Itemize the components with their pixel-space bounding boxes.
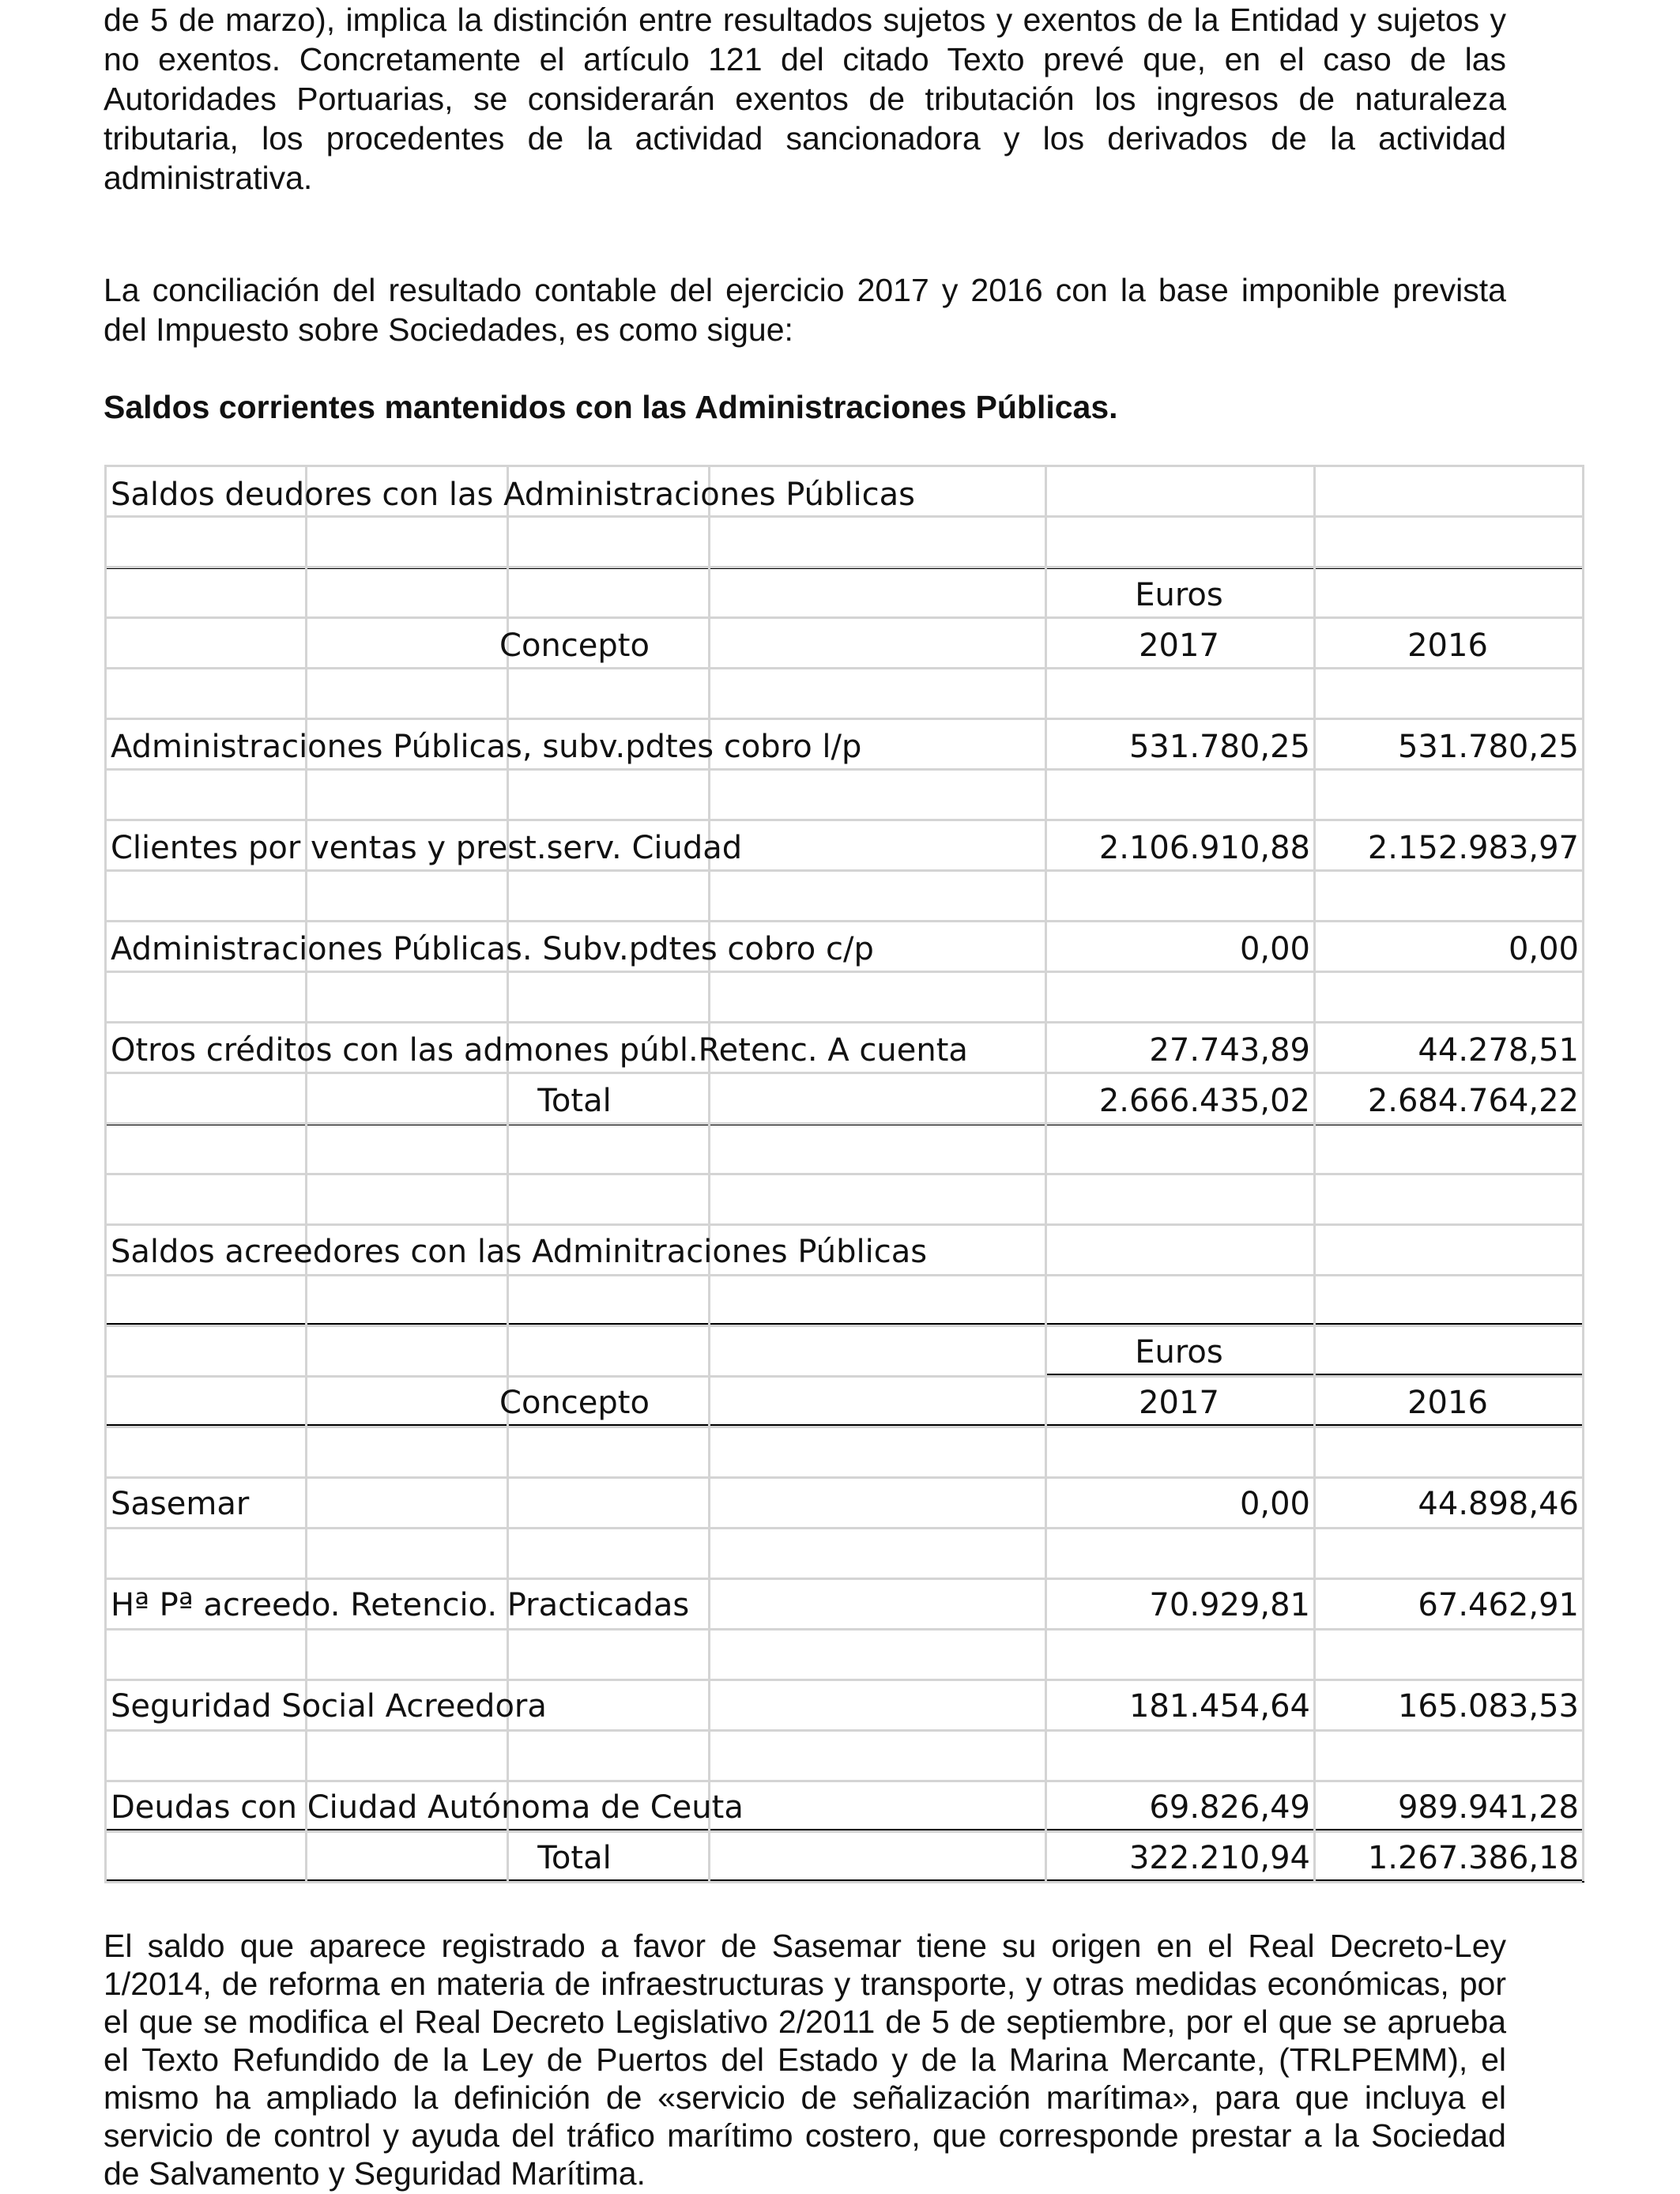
debtors-row-2017: 2.106.910,88	[1098, 830, 1310, 866]
creditors-row-label: Seguridad Social Acreedora	[111, 1688, 547, 1725]
grid-line	[104, 1527, 1582, 1529]
creditors-row-label: Hª Pª acreedo. Retencio. Practicadas	[111, 1587, 690, 1623]
debtors-year-2017-header: 2017	[1139, 628, 1219, 664]
grid-line	[104, 920, 1582, 922]
grid-line	[104, 768, 1582, 771]
grid-line	[104, 1830, 1582, 1833]
debtors-row-2016: 531.780,25	[1397, 729, 1579, 765]
debtors-euros-header: Euros	[1135, 577, 1223, 613]
grid-line	[104, 1122, 1582, 1125]
grid-line	[104, 1274, 1582, 1276]
creditors-table-title: Saldos acreedores con las Adminitraciones Públicas	[111, 1234, 928, 1270]
grid-line	[1582, 465, 1584, 1881]
debtors-row-2017: 0,00	[1239, 931, 1310, 967]
creditors-total-label: Total	[537, 1840, 612, 1876]
creditors-euros-header: Euros	[1135, 1334, 1223, 1370]
debtors-row-label: Administraciones Públicas, subv.pdtes cobro l/p	[111, 729, 862, 765]
grid-line	[104, 1780, 1582, 1782]
conciliation-paragraph: La conciliación del resultado contable del ejercicio 2017 y 2016 con la base imponible prevista del Impuesto sobre Sociedades, es como sigue:	[104, 272, 1506, 348]
creditors-row-label: Deudas con Ciudad Autónoma de Ceuta	[111, 1789, 744, 1826]
grid-line	[104, 1173, 1582, 1175]
debtors-row-label: Otros créditos con las admones públ.Retenc. A cuenta	[111, 1032, 968, 1069]
debtors-total-2016: 2.684.764,22	[1367, 1083, 1579, 1119]
grid-line	[104, 1021, 1582, 1023]
debtors-total-label: Total	[537, 1083, 612, 1119]
debtors-row-2016: 2.152.983,97	[1367, 830, 1579, 866]
grid-line	[104, 1679, 1582, 1681]
grid-line	[104, 616, 1582, 619]
debtors-year-2016-header: 2016	[1407, 628, 1488, 664]
grid-line	[104, 667, 1582, 669]
debtors-row-2017: 27.743,89	[1149, 1032, 1310, 1069]
section-heading: Saldos corrientes mantenidos con las Administraciones Públicas.	[104, 389, 1118, 425]
grid-line	[104, 1223, 1582, 1226]
grid-line	[104, 515, 1582, 518]
grid-line	[104, 718, 1582, 720]
debtors-row-2016: 0,00	[1508, 931, 1579, 967]
creditors-row-2017: 0,00	[1239, 1486, 1310, 1522]
grid-line	[104, 1375, 1582, 1378]
grid-line	[104, 1729, 1582, 1732]
creditors-year-2017-header: 2017	[1139, 1385, 1219, 1421]
creditors-concept-header: Concepto	[499, 1385, 650, 1421]
grid-line	[104, 566, 1582, 568]
creditors-total-2017: 322.210,94	[1128, 1840, 1310, 1876]
creditors-row-2017: 181.454,64	[1128, 1688, 1310, 1725]
creditors-row-2016: 165.083,53	[1397, 1688, 1579, 1725]
intro-paragraph: de 5 de marzo), implica la distinción entre resultados sujetos y exentos de la Entidad y sujetos y no exentos. Concretamente el artículo 121 del citado Texto prevé que, en el caso de las Autoridades Portuarias, se considerarán exentos de tributación los ingresos de naturaleza tributaria, los procedentes de la actividad sancionadora y los derivados de la actividad administrativa.	[104, 2, 1506, 196]
grid-line	[104, 971, 1582, 973]
grid-line	[104, 869, 1582, 872]
grid-line	[104, 1476, 1582, 1479]
grid-line	[104, 1072, 1582, 1074]
creditors-year-2016-header: 2016	[1407, 1385, 1488, 1421]
debtors-row-label: Clientes por ventas y prest.serv. Ciudad	[111, 830, 743, 866]
creditors-row-2017: 70.929,81	[1149, 1587, 1310, 1623]
debtors-row-label: Administraciones Públicas. Subv.pdtes cobro c/p	[111, 931, 874, 967]
debtors-table-title: Saldos deudores con las Administraciones Públicas	[111, 477, 915, 513]
creditors-row-2017: 69.826,49	[1149, 1789, 1310, 1826]
creditors-row-2016: 989.941,28	[1397, 1789, 1579, 1826]
closing-paragraph: El saldo que aparece registrado a favor de Sasemar tiene su origen en el Real Decreto-Ley 1/2014, de reforma en materia de infraestructuras y transporte, y otras medidas económicas, por el que se modifica el Real Decreto Legislativo 2/2011 de 5 de septiembre, por el que se aprueba el Texto Refundido de la Ley de Puertos del Estado y de la Marina Mercante, (TRLPEMM), el mismo ha ampliado la definición de «servicio de señalización marítima», para que incluya el servicio de control y ayuda del tráfico marítimo costero, que corresponde prestar a la Sociedad de Salvamento y Seguridad Marítima.	[104, 1928, 1506, 2192]
creditors-row-2016: 44.898,46	[1418, 1486, 1579, 1522]
debtors-concept-header: Concepto	[499, 628, 650, 664]
grid-line	[104, 1325, 1582, 1327]
grid-line	[104, 819, 1582, 821]
creditors-total-2016: 1.267.386,18	[1367, 1840, 1579, 1876]
grid-line	[104, 1881, 1582, 1883]
grid-line	[104, 465, 1582, 467]
debtors-row-2016: 44.278,51	[1418, 1032, 1579, 1069]
debtors-row-2017: 531.780,25	[1128, 729, 1310, 765]
grid-line	[104, 1578, 1582, 1580]
creditors-row-label: Sasemar	[111, 1486, 250, 1522]
grid-line	[104, 1628, 1582, 1630]
debtors-total-2017: 2.666.435,02	[1098, 1083, 1310, 1119]
creditors-row-2016: 67.462,91	[1418, 1587, 1579, 1623]
grid-line	[104, 1426, 1582, 1428]
